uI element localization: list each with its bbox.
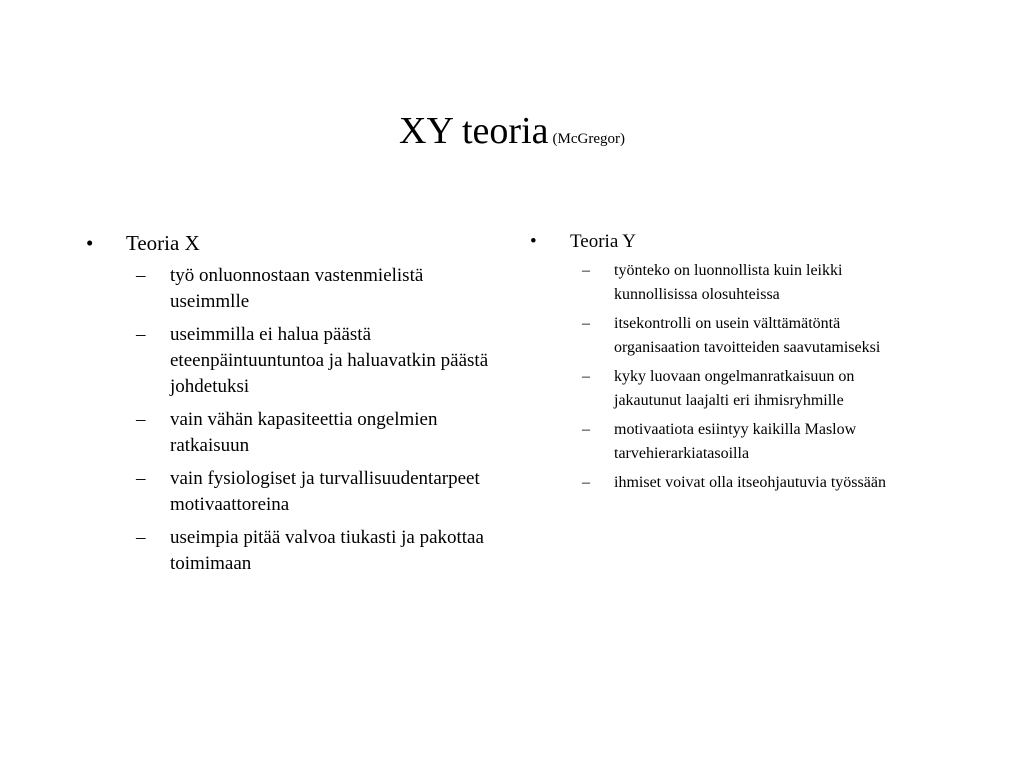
dash-icon: –	[136, 468, 146, 489]
slide-title-subtitle: (McGregor)	[552, 131, 625, 147]
list-item	[86, 407, 506, 459]
list-item	[530, 312, 950, 360]
list-item-text: kyky luovaan ongelmanratkaisuun on jakautunut laajalti eri ihmisryhmille	[614, 368, 855, 409]
list-item-text: vain fysiologiset ja turvallisuudentarpeet motivaattoreina	[170, 468, 480, 515]
list-item	[86, 263, 506, 315]
theory-y-heading: Teoria Y	[570, 231, 637, 252]
list-item-text: useimmilla ei halua päästä eteenpäintuuntuntoa ja haluavatkin päästä johdetuksi	[170, 324, 489, 397]
list-item-text: työnteko on luonnollista kuin leikki kunnollisissa olosuhteissa	[614, 262, 843, 303]
theory-x-column	[86, 230, 506, 584]
list-item-text: työ onluonnostaan vastenmielistä useimmlle	[170, 265, 424, 312]
dash-icon: –	[582, 421, 590, 438]
list-item	[530, 365, 950, 413]
list-item	[530, 471, 950, 495]
theory-y-list	[530, 259, 950, 495]
list-item	[86, 466, 506, 518]
dash-icon: –	[582, 368, 590, 385]
bullet-icon: •	[86, 231, 94, 255]
list-item	[86, 525, 506, 577]
theory-x-list	[86, 263, 506, 577]
theory-x-heading-row	[86, 230, 506, 256]
theory-x-heading: Teoria X	[126, 231, 200, 255]
dash-icon: –	[582, 315, 590, 332]
list-item	[86, 322, 506, 400]
list-item-text: ihmiset voivat olla itseohjautuvia työssään	[614, 474, 886, 491]
list-item-text: vain vähän kapasiteettia ongelmien ratkaisuun	[170, 409, 438, 456]
list-item	[530, 259, 950, 307]
dash-icon: –	[136, 265, 146, 286]
slide-title-main: XY teoria	[399, 110, 549, 152]
list-item-text: motivaatiota esiintyy kaikilla Maslow tarvehierarkiatasoilla	[614, 421, 857, 462]
dash-icon: –	[136, 527, 146, 548]
list-item-text: itsekontrolli on usein välttämätöntä organisaation tavoitteiden saavutamiseksi	[614, 315, 881, 356]
list-item-text: useimpia pitää valvoa tiukasti ja pakottaa toimimaan	[170, 527, 484, 574]
dash-icon: –	[136, 324, 146, 345]
list-item	[530, 418, 950, 466]
bullet-icon: •	[530, 231, 537, 252]
slide-title	[0, 112, 1024, 150]
theory-y-column	[530, 230, 950, 500]
dash-icon: –	[582, 474, 590, 491]
theory-y-heading-row	[530, 230, 950, 254]
dash-icon: –	[582, 262, 590, 279]
dash-icon: –	[136, 409, 146, 430]
